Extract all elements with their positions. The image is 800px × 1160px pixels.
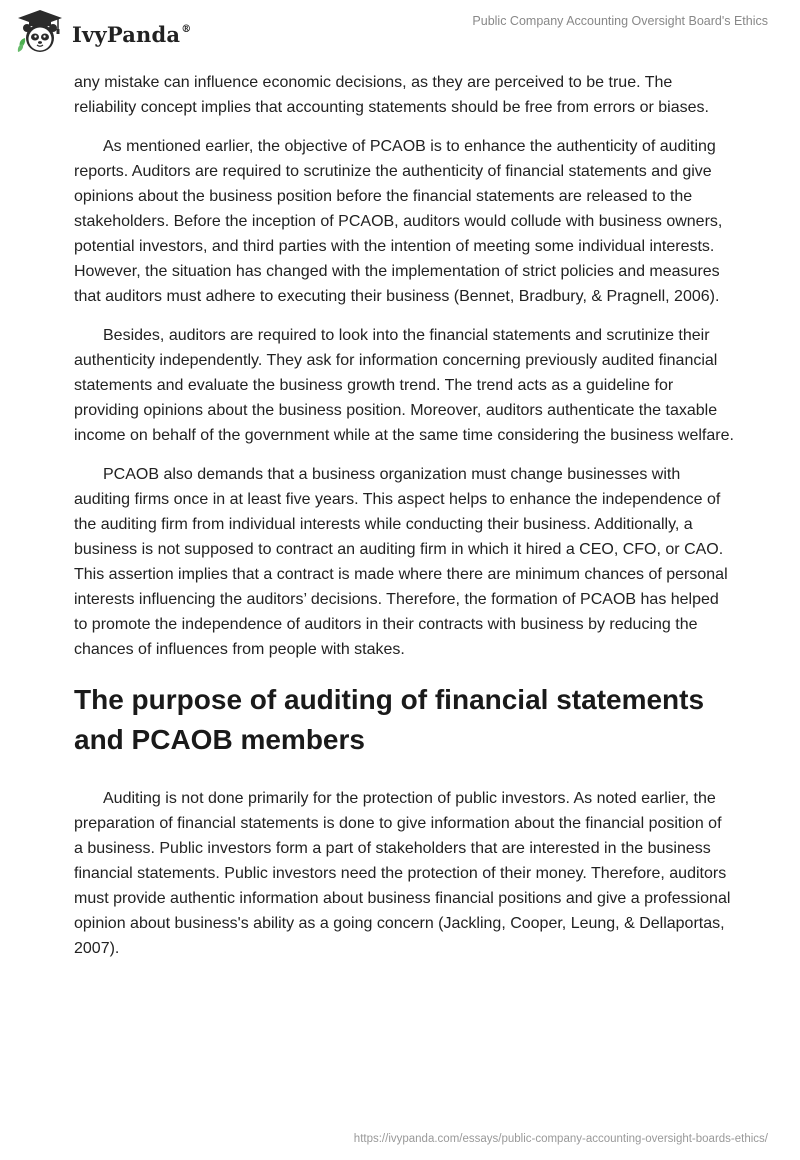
source-url[interactable]: https://ivypanda.com/essays/public-company-accounting-oversight-boards-ethics/ [353, 1133, 768, 1145]
document-title: Public Company Accounting Oversight Board's Ethics [472, 14, 768, 28]
paragraph-2: As mentioned earlier, the objective of PCAOB is to enhance the authenticity of auditing reports. Auditors are required to scrutinize the authenticity of financial statements and give opinions about the business position before the financial statements are released to the stakeholders. Before the inception of PCAOB, auditors would collude with business owners, potential investors, and third parties with the intention of meeting some individual interests. However, the situation has changed with the implementation of strict policies and measures that auditors must adhere to executing their business (Bennet, Bradbury, & Pragnell, 2006). [74, 138, 723, 305]
paragraph-4: PCAOB also demands that a business organization must change businesses with auditing firms once in at least five years. This aspect helps to enhance the independence of the auditing firm from individual interests while conducting their business. Additionally, a business is not supposed to contract an auditing firm in which it hired a CEO, CFO, or CAO. This assertion implies that a contract is made where there are minimum chances of personal interests influencing the auditors’ decisions. Therefore, the formation of PCAOB has helped to promote the independence of auditors in their contracts with business by reducing the chances of influences from people with stakes. [74, 466, 728, 658]
paragraph-3: Besides, auditors are required to look into the financial statements and scrutinize their authenticity independently. They ask for information concerning previously audited financial statements and evaluate the business growth trend. The trend acts as a guideline for providing opinions about the business position. Moreover, auditors authenticate the taxable income on behalf of the government while at the same time considering the business welfare. [74, 327, 734, 444]
paragraph-5: Auditing is not done primarily for the protection of public investors. As noted earlier, the preparation of financial statements is done to give information about the financial position of a business. Public investors form a part of stakeholders that are interested in the business financial statements. Public investors need the protection of their money. Therefore, auditors must provide authentic information about business financial positions and give a professional opinion about business's ability as a going concern (Jackling, Cooper, Leung, & Dellaportas, 2007). [74, 790, 731, 957]
registered-mark: ® [181, 23, 192, 35]
brand-name: IvyPanda® [72, 21, 192, 47]
paragraph-1: any mistake can influence economic decisions, as they are perceived to be true. The reliability concept implies that accounting statements should be free from errors or biases. [74, 74, 709, 116]
section-heading: The purpose of auditing of financial statements and PCAOB members [74, 684, 705, 755]
panda-graduate-icon [14, 8, 66, 56]
brand-logo[interactable] [14, 8, 191, 56]
essay-body [74, 70, 734, 975]
page-header [0, 0, 800, 70]
